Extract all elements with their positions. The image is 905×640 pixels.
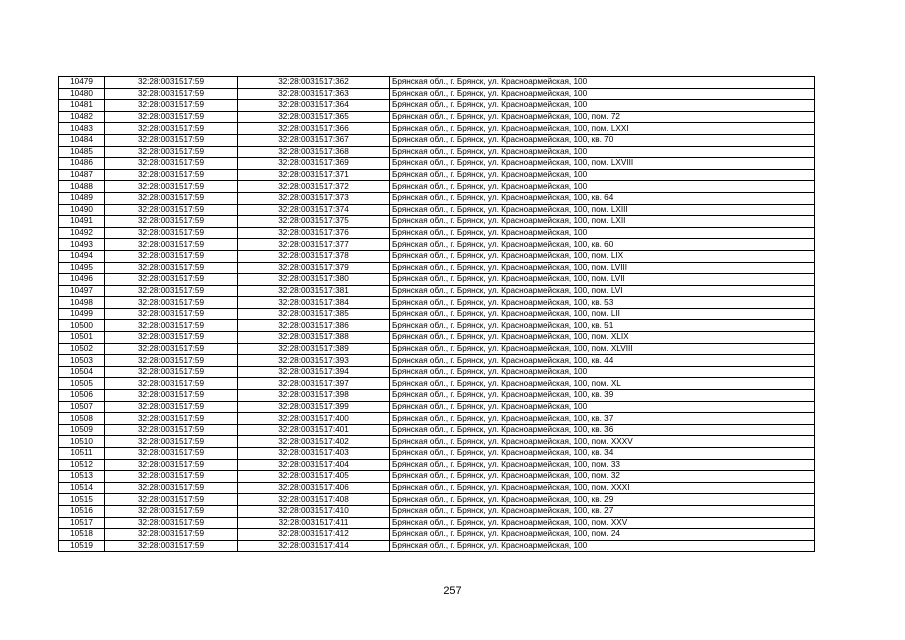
parcel-number-cell: 32:28:0031517:59 <box>105 390 238 402</box>
parcel-number-cell: 32:28:0031517:59 <box>105 424 238 436</box>
table-row <box>59 320 815 332</box>
address-cell: Брянская обл., г. Брянск, ул. Красноармейская, 100, пом. LVI <box>390 285 815 297</box>
cadastral-number-cell: 32:28:0031517:386 <box>238 320 390 332</box>
cadastral-number-cell: 32:28:0031517:381 <box>238 285 390 297</box>
cadastral-number-cell: 32:28:0031517:406 <box>238 482 390 494</box>
parcel-number-cell: 32:28:0031517:59 <box>105 111 238 123</box>
cadastral-number-cell: 32:28:0031517:401 <box>238 424 390 436</box>
cadastral-number-cell: 32:28:0031517:393 <box>238 355 390 367</box>
page-number: 257 <box>443 585 462 597</box>
address-cell: Брянская обл., г. Брянск, ул. Красноармейская, 100, кв. 36 <box>390 424 815 436</box>
address-cell: Брянская обл., г. Брянск, ул. Красноармейская, 100, кв. 29 <box>390 494 815 506</box>
table-row <box>59 529 815 541</box>
parcel-number-cell: 32:28:0031517:59 <box>105 448 238 460</box>
table-row <box>59 134 815 146</box>
address-cell: Брянская обл., г. Брянск, ул. Красноармейская, 100, кв. 39 <box>390 390 815 402</box>
address-cell: Брянская обл., г. Брянск, ул. Красноармейская, 100, пом. XLVIII <box>390 343 815 355</box>
cadastral-number-cell: 32:28:0031517:414 <box>238 540 390 552</box>
cadastral-number-cell: 32:28:0031517:385 <box>238 308 390 320</box>
parcel-number-cell: 32:28:0031517:59 <box>105 123 238 135</box>
table-row <box>59 158 815 170</box>
row-number-cell: 10519 <box>59 540 105 552</box>
address-cell: Брянская обл., г. Брянск, ул. Красноармейская, 100, кв. 34 <box>390 448 815 460</box>
table-row <box>59 413 815 425</box>
address-cell: Брянская обл., г. Брянск, ул. Красноармейская, 100 <box>390 169 815 181</box>
cadastral-number-cell: 32:28:0031517:367 <box>238 134 390 146</box>
address-cell: Брянская обл., г. Брянск, ул. Красноармейская, 100, кв. 27 <box>390 505 815 517</box>
cadastral-number-cell: 32:28:0031517:364 <box>238 100 390 112</box>
parcel-number-cell: 32:28:0031517:59 <box>105 100 238 112</box>
cadastral-number-cell: 32:28:0031517:397 <box>238 378 390 390</box>
table-row <box>59 436 815 448</box>
parcel-number-cell: 32:28:0031517:59 <box>105 146 238 158</box>
address-cell: Брянская обл., г. Брянск, ул. Красноармейская, 100, кв. 60 <box>390 239 815 251</box>
address-cell: Брянская обл., г. Брянск, ул. Красноармейская, 100 <box>390 366 815 378</box>
cadastral-number-cell: 32:28:0031517:365 <box>238 111 390 123</box>
table-row <box>59 146 815 158</box>
cadastral-number-cell: 32:28:0031517:376 <box>238 227 390 239</box>
parcel-number-cell: 32:28:0031517:59 <box>105 401 238 413</box>
row-number-cell: 10515 <box>59 494 105 506</box>
address-cell: Брянская обл., г. Брянск, ул. Красноармейская, 100, пом. XXXV <box>390 436 815 448</box>
address-cell: Брянская обл., г. Брянск, ул. Красноармейская, 100, кв. 37 <box>390 413 815 425</box>
table-row <box>59 285 815 297</box>
address-cell: Брянская обл., г. Брянск, ул. Красноармейская, 100 <box>390 227 815 239</box>
parcel-number-cell: 32:28:0031517:59 <box>105 494 238 506</box>
address-cell: Брянская обл., г. Брянск, ул. Красноармейская, 100 <box>390 146 815 158</box>
address-cell: Брянская обл., г. Брянск, ул. Красноармейская, 100, пом. LXXI <box>390 123 815 135</box>
row-number-cell: 10488 <box>59 181 105 193</box>
row-number-cell: 10511 <box>59 448 105 460</box>
cadastral-number-cell: 32:28:0031517:379 <box>238 262 390 274</box>
address-cell: Брянская обл., г. Брянск, ул. Красноармейская, 100, пом. LIX <box>390 250 815 262</box>
row-number-cell: 10482 <box>59 111 105 123</box>
table-row <box>59 505 815 517</box>
parcel-number-cell: 32:28:0031517:59 <box>105 482 238 494</box>
table-row <box>59 77 815 89</box>
parcel-number-cell: 32:28:0031517:59 <box>105 413 238 425</box>
row-number-cell: 10496 <box>59 274 105 286</box>
row-number-cell: 10510 <box>59 436 105 448</box>
row-number-cell: 10512 <box>59 459 105 471</box>
cadastral-number-cell: 32:28:0031517:371 <box>238 169 390 181</box>
table-row <box>59 390 815 402</box>
address-cell: Брянская обл., г. Брянск, ул. Красноармейская, 100, пом. LII <box>390 308 815 320</box>
parcel-number-cell: 32:28:0031517:59 <box>105 308 238 320</box>
cadastral-number-cell: 32:28:0031517:377 <box>238 239 390 251</box>
cadastral-number-cell: 32:28:0031517:363 <box>238 88 390 100</box>
cadastral-number-cell: 32:28:0031517:362 <box>238 77 390 89</box>
cadastral-number-cell: 32:28:0031517:400 <box>238 413 390 425</box>
row-number-cell: 10502 <box>59 343 105 355</box>
table-row <box>59 459 815 471</box>
row-number-cell: 10491 <box>59 216 105 228</box>
table-row <box>59 274 815 286</box>
table-row <box>59 192 815 204</box>
row-number-cell: 10483 <box>59 123 105 135</box>
row-number-cell: 10514 <box>59 482 105 494</box>
parcel-number-cell: 32:28:0031517:59 <box>105 285 238 297</box>
parcel-number-cell: 32:28:0031517:59 <box>105 517 238 529</box>
parcel-number-cell: 32:28:0031517:59 <box>105 366 238 378</box>
cadastral-number-cell: 32:28:0031517:369 <box>238 158 390 170</box>
row-number-cell: 10509 <box>59 424 105 436</box>
row-number-cell: 10480 <box>59 88 105 100</box>
property-table <box>58 76 815 552</box>
table-row <box>59 540 815 552</box>
cadastral-number-cell: 32:28:0031517:412 <box>238 529 390 541</box>
parcel-number-cell: 32:28:0031517:59 <box>105 192 238 204</box>
table-row <box>59 401 815 413</box>
address-cell: Брянская обл., г. Брянск, ул. Красноармейская, 100 <box>390 77 815 89</box>
row-number-cell: 10486 <box>59 158 105 170</box>
parcel-number-cell: 32:28:0031517:59 <box>105 505 238 517</box>
table-row <box>59 100 815 112</box>
table-row <box>59 250 815 262</box>
table-row <box>59 262 815 274</box>
row-number-cell: 10498 <box>59 297 105 309</box>
address-cell: Брянская обл., г. Брянск, ул. Красноармейская, 100 <box>390 88 815 100</box>
address-cell: Брянская обл., г. Брянск, ул. Красноармейская, 100, пом. XL <box>390 378 815 390</box>
table-row <box>59 239 815 251</box>
parcel-number-cell: 32:28:0031517:59 <box>105 88 238 100</box>
address-cell: Брянская обл., г. Брянск, ул. Красноармейская, 100, пом. XLIX <box>390 332 815 344</box>
row-number-cell: 10493 <box>59 239 105 251</box>
cadastral-number-cell: 32:28:0031517:374 <box>238 204 390 216</box>
table-row <box>59 517 815 529</box>
cadastral-number-cell: 32:28:0031517:394 <box>238 366 390 378</box>
row-number-cell: 10516 <box>59 505 105 517</box>
cadastral-number-cell: 32:28:0031517:399 <box>238 401 390 413</box>
table-row <box>59 378 815 390</box>
row-number-cell: 10507 <box>59 401 105 413</box>
address-cell: Брянская обл., г. Брянск, ул. Красноармейская, 100, пом. LVIII <box>390 262 815 274</box>
table-row <box>59 297 815 309</box>
cadastral-number-cell: 32:28:0031517:410 <box>238 505 390 517</box>
cadastral-number-cell: 32:28:0031517:411 <box>238 517 390 529</box>
address-cell: Брянская обл., г. Брянск, ул. Красноармейская, 100, кв. 64 <box>390 192 815 204</box>
address-cell: Брянская обл., г. Брянск, ул. Красноармейская, 100, пом. 24 <box>390 529 815 541</box>
parcel-number-cell: 32:28:0031517:59 <box>105 134 238 146</box>
parcel-number-cell: 32:28:0031517:59 <box>105 239 238 251</box>
parcel-number-cell: 32:28:0031517:59 <box>105 216 238 228</box>
cadastral-number-cell: 32:28:0031517:402 <box>238 436 390 448</box>
cadastral-number-cell: 32:28:0031517:384 <box>238 297 390 309</box>
row-number-cell: 10504 <box>59 366 105 378</box>
address-cell: Брянская обл., г. Брянск, ул. Красноармейская, 100 <box>390 100 815 112</box>
row-number-cell: 10518 <box>59 529 105 541</box>
parcel-number-cell: 32:28:0031517:59 <box>105 343 238 355</box>
table-row <box>59 88 815 100</box>
address-cell: Брянская обл., г. Брянск, ул. Красноармейская, 100, пом. 33 <box>390 459 815 471</box>
parcel-number-cell: 32:28:0031517:59 <box>105 355 238 367</box>
table-row <box>59 169 815 181</box>
address-cell: Брянская обл., г. Брянск, ул. Красноармейская, 100, пом. XXV <box>390 517 815 529</box>
row-number-cell: 10489 <box>59 192 105 204</box>
cadastral-number-cell: 32:28:0031517:404 <box>238 459 390 471</box>
row-number-cell: 10506 <box>59 390 105 402</box>
address-cell: Брянская обл., г. Брянск, ул. Красноармейская, 100, кв. 70 <box>390 134 815 146</box>
table-row <box>59 332 815 344</box>
parcel-number-cell: 32:28:0031517:59 <box>105 297 238 309</box>
parcel-number-cell: 32:28:0031517:59 <box>105 471 238 483</box>
cadastral-number-cell: 32:28:0031517:380 <box>238 274 390 286</box>
parcel-number-cell: 32:28:0031517:59 <box>105 332 238 344</box>
row-number-cell: 10490 <box>59 204 105 216</box>
row-number-cell: 10513 <box>59 471 105 483</box>
table-row <box>59 471 815 483</box>
address-cell: Брянская обл., г. Брянск, ул. Красноармейская, 100, пом. LXII <box>390 216 815 228</box>
parcel-number-cell: 32:28:0031517:59 <box>105 459 238 471</box>
row-number-cell: 10501 <box>59 332 105 344</box>
table-row <box>59 343 815 355</box>
address-cell: Брянская обл., г. Брянск, ул. Красноармейская, 100, кв. 53 <box>390 297 815 309</box>
parcel-number-cell: 32:28:0031517:59 <box>105 262 238 274</box>
table-row <box>59 181 815 193</box>
parcel-number-cell: 32:28:0031517:59 <box>105 274 238 286</box>
parcel-number-cell: 32:28:0031517:59 <box>105 169 238 181</box>
table-row <box>59 308 815 320</box>
cadastral-number-cell: 32:28:0031517:403 <box>238 448 390 460</box>
parcel-number-cell: 32:28:0031517:59 <box>105 320 238 332</box>
parcel-number-cell: 32:28:0031517:59 <box>105 204 238 216</box>
row-number-cell: 10500 <box>59 320 105 332</box>
row-number-cell: 10495 <box>59 262 105 274</box>
address-cell: Брянская обл., г. Брянск, ул. Красноармейская, 100 <box>390 540 815 552</box>
table-row <box>59 482 815 494</box>
row-number-cell: 10517 <box>59 517 105 529</box>
row-number-cell: 10481 <box>59 100 105 112</box>
address-cell: Брянская обл., г. Брянск, ул. Красноармейская, 100, пом. LXVIII <box>390 158 815 170</box>
parcel-number-cell: 32:28:0031517:59 <box>105 158 238 170</box>
row-number-cell: 10484 <box>59 134 105 146</box>
parcel-number-cell: 32:28:0031517:59 <box>105 250 238 262</box>
table-row <box>59 355 815 367</box>
table-row <box>59 204 815 216</box>
table-row <box>59 227 815 239</box>
address-cell: Брянская обл., г. Брянск, ул. Красноармейская, 100, пом. 32 <box>390 471 815 483</box>
row-number-cell: 10508 <box>59 413 105 425</box>
address-cell: Брянская обл., г. Брянск, ул. Красноармейская, 100, пом. 72 <box>390 111 815 123</box>
row-number-cell: 10487 <box>59 169 105 181</box>
parcel-number-cell: 32:28:0031517:59 <box>105 181 238 193</box>
row-number-cell: 10485 <box>59 146 105 158</box>
table-row <box>59 216 815 228</box>
table-row <box>59 111 815 123</box>
table-row <box>59 366 815 378</box>
address-cell: Брянская обл., г. Брянск, ул. Красноармейская, 100, пом. LXIII <box>390 204 815 216</box>
address-cell: Брянская обл., г. Брянск, ул. Красноармейская, 100 <box>390 181 815 193</box>
cadastral-number-cell: 32:28:0031517:378 <box>238 250 390 262</box>
address-cell: Брянская обл., г. Брянск, ул. Красноармейская, 100, кв. 44 <box>390 355 815 367</box>
address-cell: Брянская обл., г. Брянск, ул. Красноармейская, 100 <box>390 401 815 413</box>
parcel-number-cell: 32:28:0031517:59 <box>105 529 238 541</box>
address-cell: Брянская обл., г. Брянск, ул. Красноармейская, 100, пом. LVII <box>390 274 815 286</box>
cadastral-number-cell: 32:28:0031517:368 <box>238 146 390 158</box>
cadastral-number-cell: 32:28:0031517:408 <box>238 494 390 506</box>
row-number-cell: 10505 <box>59 378 105 390</box>
property-table-body <box>59 77 815 552</box>
row-number-cell: 10494 <box>59 250 105 262</box>
row-number-cell: 10497 <box>59 285 105 297</box>
row-number-cell: 10479 <box>59 77 105 89</box>
parcel-number-cell: 32:28:0031517:59 <box>105 227 238 239</box>
parcel-number-cell: 32:28:0031517:59 <box>105 77 238 89</box>
cadastral-number-cell: 32:28:0031517:366 <box>238 123 390 135</box>
address-cell: Брянская обл., г. Брянск, ул. Красноармейская, 100, кв. 51 <box>390 320 815 332</box>
cadastral-number-cell: 32:28:0031517:372 <box>238 181 390 193</box>
address-cell: Брянская обл., г. Брянск, ул. Красноармейская, 100, пом. XXXI <box>390 482 815 494</box>
parcel-number-cell: 32:28:0031517:59 <box>105 436 238 448</box>
table-row <box>59 494 815 506</box>
cadastral-number-cell: 32:28:0031517:388 <box>238 332 390 344</box>
row-number-cell: 10503 <box>59 355 105 367</box>
row-number-cell: 10499 <box>59 308 105 320</box>
cadastral-number-cell: 32:28:0031517:389 <box>238 343 390 355</box>
table-row <box>59 123 815 135</box>
table-row <box>59 424 815 436</box>
parcel-number-cell: 32:28:0031517:59 <box>105 540 238 552</box>
cadastral-number-cell: 32:28:0031517:405 <box>238 471 390 483</box>
parcel-number-cell: 32:28:0031517:59 <box>105 378 238 390</box>
cadastral-number-cell: 32:28:0031517:398 <box>238 390 390 402</box>
cadastral-number-cell: 32:28:0031517:373 <box>238 192 390 204</box>
row-number-cell: 10492 <box>59 227 105 239</box>
table-row <box>59 448 815 460</box>
cadastral-number-cell: 32:28:0031517:375 <box>238 216 390 228</box>
